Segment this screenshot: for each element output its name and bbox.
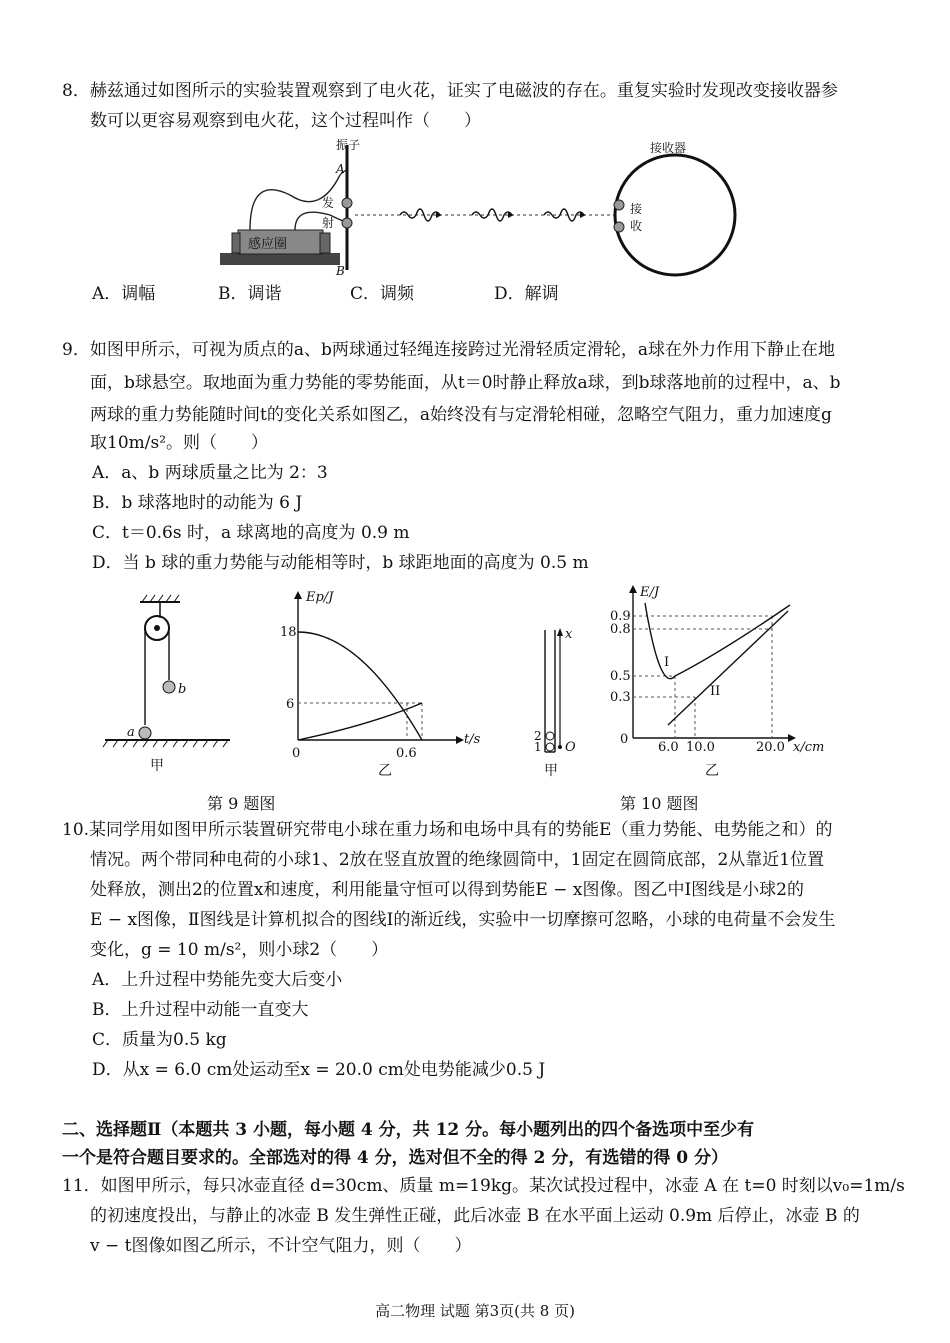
q10-yi-label: 乙 — [705, 763, 719, 779]
q10-xlabel: x/cm — [793, 740, 825, 755]
q10-curve-ii-label: II — [710, 684, 721, 699]
q11-stem-line2: 的初速度投出，与静止的冰壶 B 发生弹性正碰，此后冰壶 B 在水平面上运动 0.9m 后停止，冰壶 B 的 — [90, 1206, 860, 1226]
receiver-label: 接收器 — [650, 141, 687, 155]
q9-xlabel: t/s — [464, 732, 481, 747]
q9-jia-label: 甲 — [150, 758, 164, 774]
q10-figure-tube — [530, 620, 590, 780]
q10-stem-line1: 10.某同学用如图甲所示装置研究带电小球在重力场和电场中具有的势能E（重力势能、电势能之和）的 — [62, 820, 833, 840]
q10-y05: 0.5 — [610, 669, 631, 684]
q10-x20: 20.0 — [756, 740, 785, 755]
q9-y6: 6 — [286, 697, 295, 712]
q9-stem-line3: 两球的重力势能随时间t的变化关系如图乙，a始终没有与定滑轮相碰，忽略空气阻力，重力加速度g — [90, 405, 832, 425]
q9-yi-label: 乙 — [378, 763, 392, 779]
q9-option-c[interactable]: C．t＝0.6s 时，a 球离地的高度为 0.9 m — [92, 523, 410, 543]
q10-ball2-label: 2 — [534, 729, 542, 743]
q8-stem-line1: 8．赫兹通过如图所示的实验装置观察到了电火花，证实了电磁波的存在。重复实验时发现改变接收器参 — [62, 81, 838, 101]
q10-figure-e-x-graph — [600, 583, 835, 783]
q8-option-b[interactable]: B．调谐 — [218, 284, 282, 304]
q9-stem-line4: 取10m/s²。则（ ） — [90, 433, 269, 453]
q8-option-c[interactable]: C．调频 — [350, 284, 415, 304]
q10-jia-label: 甲 — [544, 763, 558, 779]
q10-x6: 6.0 — [658, 740, 679, 755]
coil-label: 感应圈 — [248, 237, 288, 252]
B-label: B — [336, 264, 345, 278]
q10-y0: 0 — [620, 732, 629, 747]
q10-tube-x-label: x — [565, 627, 573, 642]
q10-caption: 第 10 题图 — [620, 794, 699, 813]
q10-ball1-label: 1 — [534, 740, 542, 754]
q10-stem-line4: E − x图像，Ⅱ图线是计算机拟合的图线Ⅰ的渐近线，实验中一切摩擦可忽略，小球的电荷量不会发生 — [90, 910, 836, 930]
q9-x0: 0 — [292, 746, 301, 761]
q10-option-d[interactable]: D．从x = 6.0 cm处运动至x = 20.0 cm处电势能减少0.5 J — [92, 1060, 546, 1080]
q10-y09: 0.9 — [610, 609, 631, 624]
q9-stem-line1: 9．如图甲所示，可视为质点的a、b两球通过轻绳连接跨过光滑轻质定滑轮，a球在外力作用下静止在地 — [62, 340, 835, 360]
q9-figure-pulley — [100, 590, 240, 780]
fa-label: 发 — [322, 196, 335, 210]
ball-a-label: a — [127, 725, 135, 740]
q10-curve-i-label: I — [664, 655, 670, 670]
q9-y18: 18 — [280, 625, 297, 640]
q9-option-b[interactable]: B．b 球落地时的动能为 6 J — [92, 493, 303, 513]
q11-stem-line3: v − t图像如图乙所示，不计空气阻力，则（ ） — [90, 1236, 472, 1256]
q10-option-b[interactable]: B．上升过程中动能一直变大 — [92, 1000, 309, 1020]
q10-option-c[interactable]: C．质量为0.5 kg — [92, 1030, 227, 1050]
q10-stem-line5: 变化，g = 10 m/s²，则小球2（ ） — [90, 940, 389, 960]
q9-caption: 第 9 题图 — [207, 794, 276, 813]
section2-heading-line2: 一个是符合题目要求的。全部选对的得 4 分，选对但不全的得 2 分，有选错的得 0 分） — [62, 1148, 728, 1168]
jie-label: 接 — [630, 202, 643, 216]
section2-heading-line1: 二、选择题Ⅱ（本题共 3 小题，每小题 4 分，共 12 分。每小题列出的四个备选项中至少有 — [62, 1120, 755, 1140]
q9-stem-line2: 面，b球悬空。取地面为重力势能的零势能面，从t＝0时静止释放a球，到b球落地前的过程中，a、b — [90, 373, 841, 393]
q10-stem-line2: 情况。两个带同种电荷的小球1、2放在竖直放置的绝缘圆筒中，1固定在圆筒底部，2从靠近1位置 — [90, 850, 825, 870]
q10-origin-label: O — [565, 740, 576, 755]
q9-ylabel: Ep/J — [306, 590, 334, 605]
q10-option-a[interactable]: A．上升过程中势能先变大后变小 — [92, 970, 343, 990]
q10-stem-line3: 处释放，测出2的位置x和速度，利用能量守恒可以得到势能E − x图像。图乙中Ⅰ图线是小球2的 — [90, 880, 804, 900]
q10-y08: 0.8 — [610, 622, 631, 637]
q10-y03: 0.3 — [610, 690, 631, 705]
q9-figure-ep-t-graph — [270, 585, 490, 785]
she-label: 射 — [322, 216, 335, 230]
q9-option-a[interactable]: A．a、b 两球质量之比为 2：3 — [92, 463, 328, 483]
zhenzi-label: 振子 — [336, 138, 361, 152]
q10-x10: 10.0 — [686, 740, 715, 755]
q9-option-d[interactable]: D．当 b 球的重力势能与动能相等时，b 球距地面的高度为 0.5 m — [92, 553, 589, 573]
q9-x06: 0.6 — [396, 746, 417, 761]
ball-b-label: b — [178, 682, 187, 697]
q8-option-d[interactable]: D．解调 — [494, 284, 559, 304]
A-label: A — [336, 162, 345, 176]
q8-figure-hertz-apparatus — [210, 135, 740, 280]
q8-option-a[interactable]: A．调幅 — [92, 284, 156, 304]
page-footer: 高二物理 试题 第3页(共 8 页) — [375, 1302, 575, 1320]
q8-stem-line2: 数可以更容易观察到电火花，这个过程叫作（ ） — [90, 111, 481, 131]
q10-ylabel: E/J — [640, 585, 660, 600]
q11-stem-line1: 11．如图甲所示，每只冰壶直径 d=30cm、质量 m=19kg。某次试投过程中，冰壶 A 在 t=0 时刻以v₀=1m/s — [62, 1176, 905, 1196]
shou-label: 收 — [630, 219, 643, 233]
